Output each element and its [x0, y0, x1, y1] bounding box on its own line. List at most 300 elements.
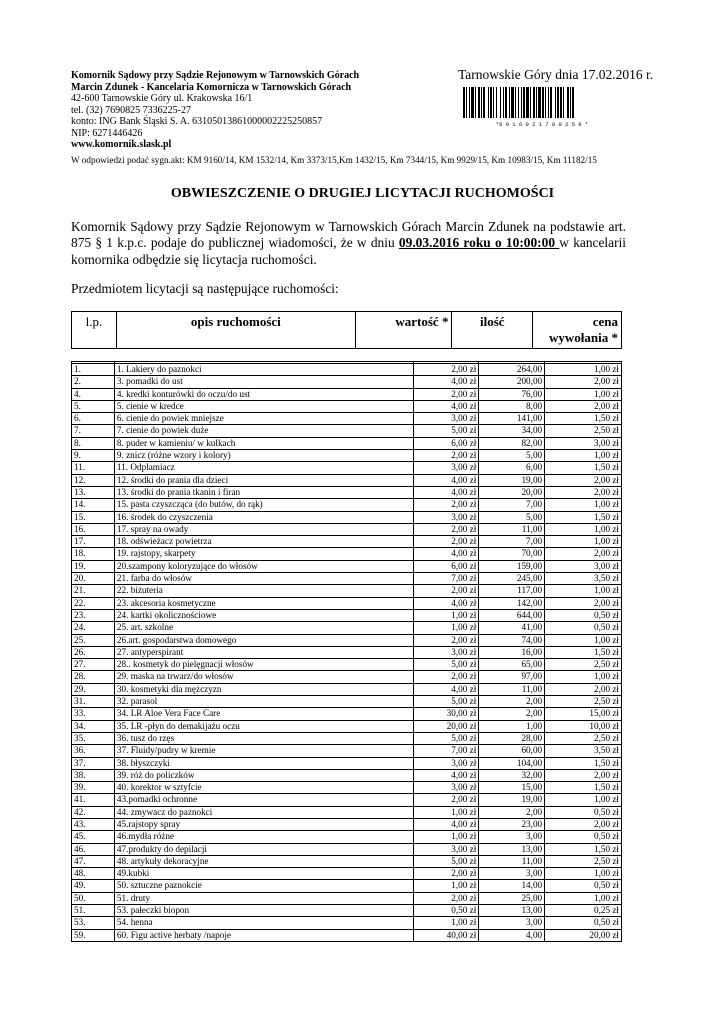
cell-lp: 37.: [72, 757, 115, 769]
sender-phone: tel. (32) 7690825 7336225-27: [71, 104, 191, 116]
cell-desc: 35. LR -płyn do demakijażu oczu: [114, 720, 413, 732]
cell-value: 6,00 zł: [414, 437, 479, 449]
cell-value: 2,00 zł: [414, 585, 479, 597]
cell-desc: 30. kosmetyki dla mężczyzn: [114, 683, 413, 695]
cell-qty: 97,00: [479, 671, 545, 683]
cell-lp: 16.: [72, 523, 115, 535]
cell-qty: 13,00: [479, 843, 545, 855]
cell-qty: 20,00: [479, 486, 545, 498]
document-title: OBWIESZCZENIE O DRUGIEJ LICYTACJI RUCHOMOŚCI: [170, 186, 555, 201]
cell-price: 1,00 zł: [545, 388, 622, 400]
items-table-header: [71, 311, 622, 349]
cell-price: 0,25 zł: [545, 905, 622, 917]
cell-qty: 19,00: [479, 794, 545, 806]
barcode-bar: [567, 87, 569, 118]
cell-qty: 644,00: [479, 609, 545, 621]
table-row: [72, 388, 622, 400]
header-value: wartość *: [355, 312, 452, 349]
barcode-bar: [463, 87, 465, 118]
barcode-bar: [518, 87, 519, 118]
cell-value: 3,00 zł: [414, 757, 479, 769]
cell-price: 1,00 zł: [545, 536, 622, 548]
cell-qty: 13,00: [479, 905, 545, 917]
cell-value: 2,00 zł: [414, 671, 479, 683]
cell-qty: 3,00: [479, 831, 545, 843]
cell-value: 3,00 zł: [414, 843, 479, 855]
cell-desc: 15. pasta czyszcząca (do butów, do rąk): [114, 499, 413, 511]
cell-desc: 32. parasol: [114, 696, 413, 708]
cell-desc: 45.rajstopy spray: [114, 818, 413, 830]
cell-price: 1,00 zł: [545, 892, 622, 904]
barcode-bar: [563, 87, 564, 118]
barcode-bar: [550, 87, 552, 118]
cell-price: 2,00 zł: [545, 376, 622, 388]
cell-lp: 12.: [72, 474, 115, 486]
cell-lp: 7.: [72, 425, 115, 437]
barcode-bar: [483, 87, 485, 118]
barcode-bar: [515, 87, 516, 118]
cell-qty: 2,00: [479, 708, 545, 720]
cell-value: 0,50 zł: [414, 905, 479, 917]
cell-price: 1,00 zł: [545, 671, 622, 683]
case-reference: W odpowiedzi podać sygn.akt: KM 9160/14, KM 1532/14, Km 3373/15,Km 1432/15, Km 7344/15, Km 9929/15, Km 10983/15, Km 11182/15: [71, 155, 597, 165]
intro-text: Komornik Sądowy przy Sądzie Rejonowym w Tarnowskich Górach Marcin Zdunek na podstawie art. 875 § 1 k.p.c. podaje do publicznej wiadomości, że w dniu: [71, 219, 626, 251]
cell-qty: 117,00: [479, 585, 545, 597]
cell-price: 1,50 zł: [545, 843, 622, 855]
cell-price: 0,50 zł: [545, 831, 622, 843]
cell-lp: 1.: [72, 364, 115, 376]
barcode-bar: [490, 87, 492, 118]
cell-value: 3,00 zł: [414, 646, 479, 658]
table-row: [72, 450, 622, 462]
cell-lp: 47.: [72, 855, 115, 867]
cell-desc: 43.pomadki ochronne: [114, 794, 413, 806]
cell-qty: 16,00: [479, 646, 545, 658]
table-row: [72, 499, 622, 511]
cell-price: 1,00 zł: [545, 794, 622, 806]
cell-desc: 37. Fluidy/pudry w kremie: [114, 745, 413, 757]
cell-desc: 20.szampony koloryzujące do włosów: [114, 560, 413, 572]
table-row: [72, 523, 622, 535]
cell-desc: 28.. kosmetyk do pielęgnacji włosów: [114, 659, 413, 671]
table-row: [72, 720, 622, 732]
cell-lp: 25.: [72, 634, 115, 646]
cell-lp: 35.: [72, 732, 115, 744]
cell-price: 1,00 zł: [545, 634, 622, 646]
barcode-bar: [545, 87, 546, 118]
cell-desc: 54. henna: [114, 917, 413, 929]
cell-value: 4,00 zł: [414, 474, 479, 486]
cell-price: 3,00 zł: [545, 560, 622, 572]
cell-desc: 19. rajstopy, skarpety: [114, 548, 413, 560]
cell-value: 7,00 zł: [414, 745, 479, 757]
cell-price: 1,00 zł: [545, 868, 622, 880]
table-row: [72, 745, 622, 757]
sender-nip: NIP: 6271446426: [71, 127, 143, 139]
cell-qty: 159,00: [479, 560, 545, 572]
cell-qty: 104,00: [479, 757, 545, 769]
table-row: [72, 843, 622, 855]
cell-price: 1,00 zł: [545, 364, 622, 376]
cell-qty: 34,00: [479, 425, 545, 437]
cell-price: 1,50 zł: [545, 462, 622, 474]
cell-desc: 8. puder w kamieniu/ w kulkach: [114, 437, 413, 449]
table-row: [72, 732, 622, 744]
cell-price: 3,00 zł: [545, 437, 622, 449]
table-row: [72, 917, 622, 929]
header-description: opis ruchomości: [116, 312, 355, 349]
barcode-bar: [538, 87, 541, 118]
cell-value: 5,00 zł: [414, 425, 479, 437]
barcode-bar: [555, 87, 556, 118]
barcode-bar: [488, 87, 489, 118]
cell-lp: 43.: [72, 818, 115, 830]
barcode-bar: [511, 87, 514, 118]
barcode: [463, 87, 621, 127]
cell-desc: 21. farba do włosów: [114, 573, 413, 585]
cell-lp: 26.: [72, 646, 115, 658]
cell-value: 4,00 zł: [414, 597, 479, 609]
barcode-bar: [572, 87, 574, 118]
cell-qty: 23,00: [479, 818, 545, 830]
cell-price: 0,50 zł: [545, 917, 622, 929]
cell-value: 4,00 zł: [414, 818, 479, 830]
table-row: [72, 892, 622, 904]
barcode-bar: [503, 87, 504, 118]
cell-qty: 76,00: [479, 388, 545, 400]
barcode-text: *6 0 1 6 0 2 1 7 0 0 2 5 9 *: [495, 121, 589, 127]
cell-value: 2,00 zł: [414, 868, 479, 880]
table-row: [72, 683, 622, 695]
cell-lp: 13.: [72, 486, 115, 498]
items-table-body: [72, 362, 622, 942]
table-row: [72, 855, 622, 867]
cell-desc: 6. cienie do powiek mniejsze: [114, 413, 413, 425]
cell-desc: 39. róż do policzków: [114, 769, 413, 781]
table-row: [72, 880, 622, 892]
cell-value: 2,00 zł: [414, 499, 479, 511]
barcode-bar: [523, 87, 525, 118]
cell-lp: 6.: [72, 413, 115, 425]
auction-datetime: 09.03.2016 roku o 10:00:00: [398, 235, 560, 251]
cell-lp: 28.: [72, 671, 115, 683]
cell-value: 2,00 zł: [414, 450, 479, 462]
cell-qty: 60,00: [479, 745, 545, 757]
cell-price: 3,50 zł: [545, 745, 622, 757]
cell-lp: 48.: [72, 868, 115, 880]
table-row: [72, 536, 622, 548]
table-row: [72, 622, 622, 634]
sender-website[interactable]: www.komornik.slask.pl: [71, 139, 172, 150]
cell-price: 1,00 zł: [545, 499, 622, 511]
cell-price: 1,50 zł: [545, 511, 622, 523]
cell-value: 2,00 zł: [414, 892, 479, 904]
cell-price: 2,50 zł: [545, 659, 622, 671]
cell-qty: 28,00: [479, 732, 545, 744]
cell-qty: 82,00: [479, 437, 545, 449]
table-row: [72, 659, 622, 671]
cell-qty: 245,00: [479, 573, 545, 585]
cell-price: 0,50 zł: [545, 609, 622, 621]
table-row: [72, 585, 622, 597]
cell-price: 2,50 zł: [545, 696, 622, 708]
cell-lp: 9.: [72, 450, 115, 462]
cell-qty: 5,00: [479, 450, 545, 462]
barcode-bar: [526, 87, 529, 118]
cell-price: 2,00 zł: [545, 769, 622, 781]
table-row: [72, 831, 622, 843]
cell-price: 1,50 zł: [545, 757, 622, 769]
cell-lp: 11.: [72, 462, 115, 474]
cell-qty: 32,00: [479, 769, 545, 781]
barcode-bar: [560, 87, 562, 118]
cell-desc: 38. błyszczyki: [114, 757, 413, 769]
cell-desc: 25. art. szkolne: [114, 622, 413, 634]
cell-lp: 59.: [72, 929, 115, 941]
cell-qty: 7,00: [479, 499, 545, 511]
cell-lp: 50.: [72, 892, 115, 904]
table-row: [72, 474, 622, 486]
sender-block: [71, 70, 359, 151]
cell-qty: 15,00: [479, 782, 545, 794]
table-row: [72, 511, 622, 523]
cell-lp: 5.: [72, 400, 115, 412]
cell-value: 5,00 zł: [414, 696, 479, 708]
barcode-bar: [548, 87, 549, 118]
cell-price: 2,00 zł: [545, 400, 622, 412]
cell-price: 1,50 zł: [545, 646, 622, 658]
cell-qty: 11,00: [479, 523, 545, 535]
cell-value: 5,00 zł: [414, 659, 479, 671]
cell-value: 1,00 zł: [414, 880, 479, 892]
cell-desc: 18. odświeżacz powietrza: [114, 536, 413, 548]
cell-qty: 6,00: [479, 462, 545, 474]
cell-lp: 34.: [72, 720, 115, 732]
cell-price: 2,50 zł: [545, 855, 622, 867]
barcode-bar: [570, 87, 571, 118]
cell-price: 15,00 zł: [545, 708, 622, 720]
cell-price: 2,00 zł: [545, 683, 622, 695]
cell-desc: 22. biżuteria: [114, 585, 413, 597]
barcode-bar: [471, 87, 474, 118]
cell-value: 2,00 zł: [414, 634, 479, 646]
sender-address: 42-600 Tarnowskie Góry ul. Krakowska 16/1: [71, 93, 253, 104]
barcode-bar: [505, 87, 507, 118]
cell-qty: 3,00: [479, 917, 545, 929]
cell-lp: 46.: [72, 843, 115, 855]
table-row: [72, 364, 622, 376]
barcode-bar: [481, 87, 482, 118]
cell-lp: 2.: [72, 376, 115, 388]
cell-desc: 12. środki do prania dla dzieci: [114, 474, 413, 486]
table-row: [72, 462, 622, 474]
table-row: [72, 548, 622, 560]
cell-value: 4,00 zł: [414, 400, 479, 412]
cell-lp: 8.: [72, 437, 115, 449]
cell-qty: 74,00: [479, 634, 545, 646]
barcode-bar: [466, 87, 467, 118]
cell-value: 40,00 zł: [414, 929, 479, 941]
table-row: [72, 634, 622, 646]
cell-desc: 27. antyperspirant: [114, 646, 413, 658]
table-row: [72, 868, 622, 880]
cell-qty: 65,00: [479, 659, 545, 671]
cell-lp: 42.: [72, 806, 115, 818]
table-row: [72, 769, 622, 781]
cell-value: 4,00 zł: [414, 548, 479, 560]
sender-line1: Komornik Sądowy przy Sądzie Rejonowym w Tarnowskich Górach: [71, 70, 360, 81]
cell-price: 3,50 zł: [545, 573, 622, 585]
table-row: [72, 708, 622, 720]
cell-value: 4,00 zł: [414, 376, 479, 388]
cell-lp: 4.: [72, 388, 115, 400]
cell-lp: 41.: [72, 794, 115, 806]
barcode-bar: [496, 87, 497, 118]
header-price: cena wywołania *: [533, 312, 622, 349]
cell-price: 0,50 zł: [545, 806, 622, 818]
cell-price: 1,00 zł: [545, 585, 622, 597]
cell-qty: 14,00: [479, 880, 545, 892]
cell-value: 6,00 zł: [414, 560, 479, 572]
cell-value: 2,00 zł: [414, 794, 479, 806]
cell-qty: 70,00: [479, 548, 545, 560]
cell-value: 2,00 zł: [414, 388, 479, 400]
cell-desc: 51. druty: [114, 892, 413, 904]
cell-value: 2,00 zł: [414, 364, 479, 376]
cell-qty: 141,00: [479, 413, 545, 425]
barcode-bar: [475, 87, 476, 118]
cell-value: 1,00 zł: [414, 917, 479, 929]
subject-line: Przedmiotem licytacji są następujące ruchomości:: [71, 281, 339, 296]
cell-value: 2,00 zł: [414, 523, 479, 535]
table-row: [72, 400, 622, 412]
cell-price: 2,00 zł: [545, 548, 622, 560]
intro-paragraph: [71, 219, 626, 268]
barcode-bar: [557, 87, 559, 118]
cell-desc: 4. kredki konturówki do oczu/do ust: [114, 388, 413, 400]
table-row: [72, 757, 622, 769]
cell-qty: 4,00: [479, 929, 545, 941]
sender-account: konto: ING Bank Śląski S. A. 63105013861000002225250857: [71, 116, 323, 127]
table-row: [72, 486, 622, 498]
cell-desc: 46.mydła różne: [114, 831, 413, 843]
cell-price: 1,50 zł: [545, 413, 622, 425]
cell-value: 5,00 zł: [414, 855, 479, 867]
cell-qty: 8,00: [479, 400, 545, 412]
cell-qty: 19,00: [479, 474, 545, 486]
cell-lp: 27.: [72, 659, 115, 671]
cell-qty: 3,00: [479, 868, 545, 880]
table-row: [72, 782, 622, 794]
cell-desc: 53. pałeczki biopon: [114, 905, 413, 917]
cell-value: 1,00 zł: [414, 609, 479, 621]
barcode-bar: [536, 87, 537, 118]
cell-desc: 3. pomadki do ust: [114, 376, 413, 388]
barcode-bar: [493, 87, 494, 118]
cell-desc: 1. Lakiery do paznokci: [114, 364, 413, 376]
intro-text-end: w kancelarii komornika odbędzie się licytacja ruchomości.: [71, 235, 626, 267]
cell-value: 4,00 zł: [414, 683, 479, 695]
header-lp: l.p.: [72, 312, 117, 349]
header-quantity: ilość: [452, 312, 533, 349]
table-row: [72, 413, 622, 425]
barcode-bar: [500, 87, 501, 118]
cell-price: 2,00 zł: [545, 597, 622, 609]
cell-price: 1,50 zł: [545, 782, 622, 794]
cell-qty: 11,00: [479, 683, 545, 695]
cell-desc: 24. kartki okolicznościowe: [114, 609, 413, 621]
cell-lp: 39.: [72, 782, 115, 794]
cell-lp: 29.: [72, 683, 115, 695]
cell-price: 0,50 zł: [545, 880, 622, 892]
table-row: [72, 376, 622, 388]
cell-desc: 50. sztuczne paznokcie: [114, 880, 413, 892]
cell-lp: 22.: [72, 597, 115, 609]
cell-desc: 16. środek do czyszczenia: [114, 511, 413, 523]
cell-value: 3,00 zł: [414, 511, 479, 523]
cell-lp: 51.: [72, 905, 115, 917]
cell-lp: 33.: [72, 708, 115, 720]
barcode-bar: [530, 87, 531, 118]
cell-value: 30,00 zł: [414, 708, 479, 720]
cell-price: 2,00 zł: [545, 818, 622, 830]
barcode-bar: [509, 87, 510, 118]
cell-desc: 13. środki do prania tkanin i firan: [114, 486, 413, 498]
cell-desc: 5. cienie w kredce: [114, 400, 413, 412]
cell-qty: 264,00: [479, 364, 545, 376]
document-date: Tarnowskie Góry dnia 17.02.2016 r.: [458, 67, 654, 82]
cell-value: 5,00 zł: [414, 732, 479, 744]
cell-qty: 7,00: [479, 536, 545, 548]
cell-desc: 11. Odplamiacz: [114, 462, 413, 474]
table-row: [72, 929, 622, 941]
cell-qty: 25,00: [479, 892, 545, 904]
cell-value: 1,00 zł: [414, 806, 479, 818]
cell-lp: 31.: [72, 696, 115, 708]
cell-price: 20,00 zł: [545, 929, 622, 941]
cell-price: 1,00 zł: [545, 523, 622, 535]
cell-qty: 2,00: [479, 806, 545, 818]
sender-line2: Marcin Zdunek - Kancelaria Komornicza w Tarnowskich Górach: [71, 81, 352, 93]
cell-lp: 15.: [72, 511, 115, 523]
table-row: [72, 696, 622, 708]
cell-lp: 20.: [72, 573, 115, 585]
cell-value: 1,00 zł: [414, 831, 479, 843]
cell-lp: 38.: [72, 769, 115, 781]
cell-desc: 29. maska na trwarz/do włosów: [114, 671, 413, 683]
cell-value: 4,00 zł: [414, 486, 479, 498]
cell-desc: 34. LR Aloe Vera Face Care: [114, 708, 413, 720]
table-row: [72, 437, 622, 449]
cell-desc: 9. znicz (różne wzory i kolory): [114, 450, 413, 462]
table-row: [72, 794, 622, 806]
cell-desc: 48. artykuły dekoracyjne: [114, 855, 413, 867]
cell-desc: 7. cienie do powiek duże: [114, 425, 413, 437]
cell-value: 3,00 zł: [414, 782, 479, 794]
cell-lp: 21.: [72, 585, 115, 597]
cell-lp: 23.: [72, 609, 115, 621]
cell-desc: 40. korektor w sztyfcie: [114, 782, 413, 794]
cell-desc: 47.produkty do depilacji: [114, 843, 413, 855]
cell-lp: 45.: [72, 831, 115, 843]
items-table: [71, 361, 622, 942]
cell-lp: 49.: [72, 880, 115, 892]
cell-qty: 41,00: [479, 622, 545, 634]
cell-qty: 2,00: [479, 696, 545, 708]
cell-price: 2,50 zł: [545, 425, 622, 437]
cell-qty: 11,00: [479, 855, 545, 867]
cell-desc: 23. akcesoria kosmetyczne: [114, 597, 413, 609]
